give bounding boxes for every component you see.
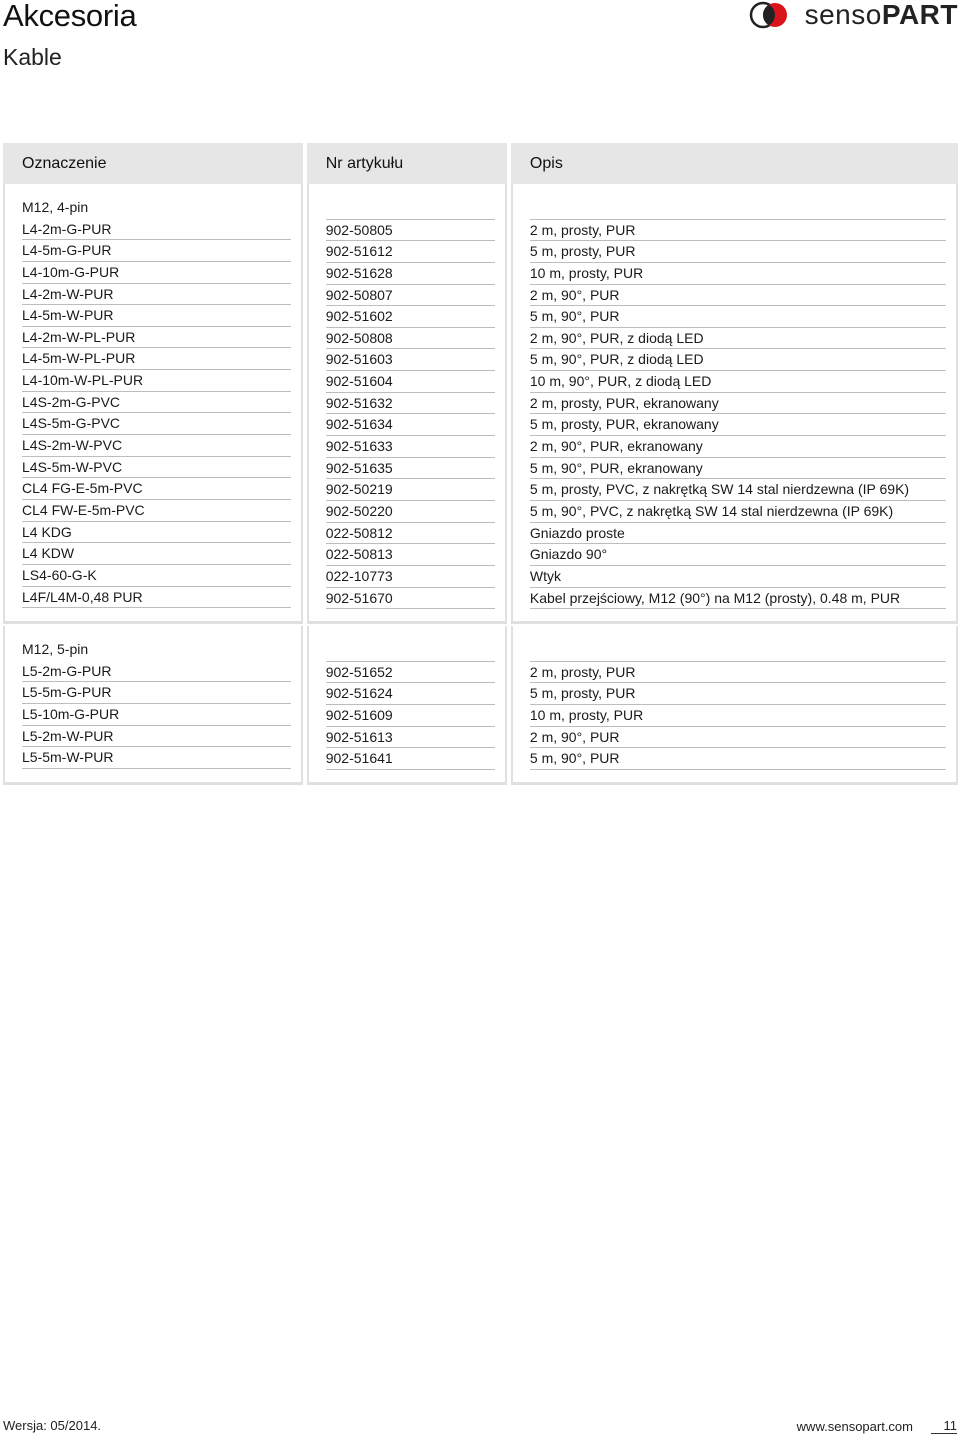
table-cell-desc: 5 m, 90°, PUR (530, 748, 946, 770)
table-cell-name: L4S-2m-W-PVC (22, 435, 291, 457)
logo-text-light: sens (804, 0, 866, 30)
table-cell-article: 902-51635 (326, 458, 495, 480)
table-cell-desc: Kabel przejściowy, M12 (90°) na M12 (prosty), 0.48 m, PUR (530, 588, 946, 610)
table-cell-desc: 5 m, prosty, PUR (530, 241, 946, 263)
table-cell-article: 902-50219 (326, 479, 495, 501)
column-description (511, 626, 958, 785)
table-cell-name: CL4 FG-E-5m-PVC (22, 478, 291, 500)
table-cell-name: L4S-2m-G-PVC (22, 392, 291, 414)
table-cell-name: L4 KDG (22, 522, 291, 544)
table-cell-desc: 5 m, 90°, PUR, ekranowany (530, 458, 946, 480)
group-title: M12, 5-pin (22, 641, 89, 657)
table-cell-name: L4-5m-W-PL-PUR (22, 348, 291, 370)
table-cell-desc: 2 m, 90°, PUR (530, 285, 946, 307)
column-designation (3, 184, 303, 624)
table-cell-name: L4-2m-W-PL-PUR (22, 327, 291, 349)
table-cell-name: L5-10m-G-PUR (22, 704, 291, 726)
table-cell-name: L5-5m-W-PUR (22, 747, 291, 769)
sensopart-logo-icon (749, 1, 791, 29)
table-cell-article: 902-51670 (326, 588, 495, 610)
table-cell-desc: 10 m, prosty, PUR (530, 263, 946, 285)
table-cell-name: L5-2m-G-PUR (22, 661, 291, 683)
table-cell-name: L4-10m-G-PUR (22, 262, 291, 284)
column-header-article-number: Nr artykułu (307, 143, 507, 184)
sensopart-logo (749, 0, 958, 30)
website-link[interactable]: www.sensopart.com (796, 1419, 913, 1434)
table-cell-desc: 2 m, prosty, PUR (530, 662, 946, 684)
table-cell-article: 902-51609 (326, 705, 495, 727)
table-cell-article: 902-50808 (326, 328, 495, 350)
table-cell-name: L4S-5m-W-PVC (22, 457, 291, 479)
table-cell-article: 902-51641 (326, 748, 495, 770)
table-cell-article: 902-51612 (326, 241, 495, 263)
table-cell-name: L4-5m-W-PUR (22, 305, 291, 327)
table-cell-article: 902-51602 (326, 306, 495, 328)
group-spacer (326, 626, 495, 662)
table-cell-desc: 10 m, 90°, PUR, z diodą LED (530, 371, 946, 393)
table-cell-article: 902-50807 (326, 285, 495, 307)
group-title: M12, 4-pin (22, 199, 89, 215)
table-cell-desc: 2 m, prosty, PUR (530, 220, 946, 242)
table-cell-name: L4-2m-W-PUR (22, 284, 291, 306)
table-cell-article: 902-51624 (326, 683, 495, 705)
table-cell-name: L4S-5m-G-PVC (22, 413, 291, 435)
column-article-number (307, 626, 507, 785)
table-cell-name: L4 KDW (22, 543, 291, 565)
group-spacer (530, 184, 946, 220)
table-cell-name: L4-2m-G-PUR (22, 219, 291, 241)
table-cell-desc: 5 m, prosty, PUR (530, 683, 946, 705)
column-header-designation: Oznaczenie (3, 143, 303, 184)
page-number: 11 (931, 1418, 957, 1434)
group-spacer (530, 626, 946, 662)
column-header-description: Opis (511, 143, 958, 184)
table-cell-name: L4-10m-W-PL-PUR (22, 370, 291, 392)
table-cell-article: 902-51633 (326, 436, 495, 458)
table-cell-article: 902-51634 (326, 414, 495, 436)
table-cell-article: 902-51628 (326, 263, 495, 285)
column-article-number (307, 184, 507, 624)
table-cell-article: 022-50813 (326, 544, 495, 566)
table-cell-article: 902-50220 (326, 501, 495, 523)
table-cell-article: 902-50805 (326, 220, 495, 242)
table-cell-article: 902-51632 (326, 393, 495, 415)
table-cell-article: 902-51603 (326, 349, 495, 371)
table-cell-desc: 2 m, 90°, PUR, z diodą LED (530, 328, 946, 350)
table-cell-desc: 5 m, 90°, PUR (530, 306, 946, 328)
table-cell-name: LS4-60-G-K (22, 565, 291, 587)
table-cell-desc: Gniazdo proste (530, 523, 946, 545)
table-cell-desc: Wtyk (530, 566, 946, 588)
table-cell-article: 022-10773 (326, 566, 495, 588)
page-subtitle: Kable (3, 44, 62, 70)
footer-right (797, 1418, 957, 1434)
table-cell-name: L5-2m-W-PUR (22, 726, 291, 748)
table-cell-desc: 2 m, 90°, PUR (530, 727, 946, 749)
logo-wordmark (805, 0, 958, 30)
logo-text-o: o (865, 0, 882, 30)
table-cell-desc: 5 m, prosty, PVC, z nakrętką SW 14 stal nierdzewna (IP 69K) (530, 479, 946, 501)
table-cell-name: L4F/L4M-0,48 PUR (22, 587, 291, 609)
table-cell-desc: 5 m, prosty, PUR, ekranowany (530, 414, 946, 436)
table-group-m12-4pin (3, 184, 958, 624)
table-cell-article: 902-51652 (326, 662, 495, 684)
table-group-m12-5pin (3, 626, 958, 785)
table-cell-desc: 10 m, prosty, PUR (530, 705, 946, 727)
group-spacer (326, 184, 495, 220)
table-cell-desc: 2 m, prosty, PUR, ekranowany (530, 393, 946, 415)
table-cell-name: L4-5m-G-PUR (22, 240, 291, 262)
page-title: Akcesoria (3, 0, 137, 33)
version-label: Wersja: 05/2014. (3, 1418, 102, 1433)
table-cell-article: 022-50812 (326, 523, 495, 545)
table-cell-desc: 5 m, 90°, PUR, z diodą LED (530, 349, 946, 371)
table-cell-name: CL4 FW-E-5m-PVC (22, 500, 291, 522)
table-cell-desc: 2 m, 90°, PUR, ekranowany (530, 436, 946, 458)
logo-text-bold: PART (881, 0, 958, 30)
table-cell-name: L5-5m-G-PUR (22, 682, 291, 704)
table-cell-article: 902-51613 (326, 727, 495, 749)
table-cell-desc: 5 m, 90°, PVC, z nakrętką SW 14 stal nierdzewna (IP 69K) (530, 501, 946, 523)
table-cell-article: 902-51604 (326, 371, 495, 393)
column-description (511, 184, 958, 624)
column-designation (3, 626, 303, 785)
table-cell-desc: Gniazdo 90° (530, 544, 946, 566)
table-header (3, 143, 958, 184)
